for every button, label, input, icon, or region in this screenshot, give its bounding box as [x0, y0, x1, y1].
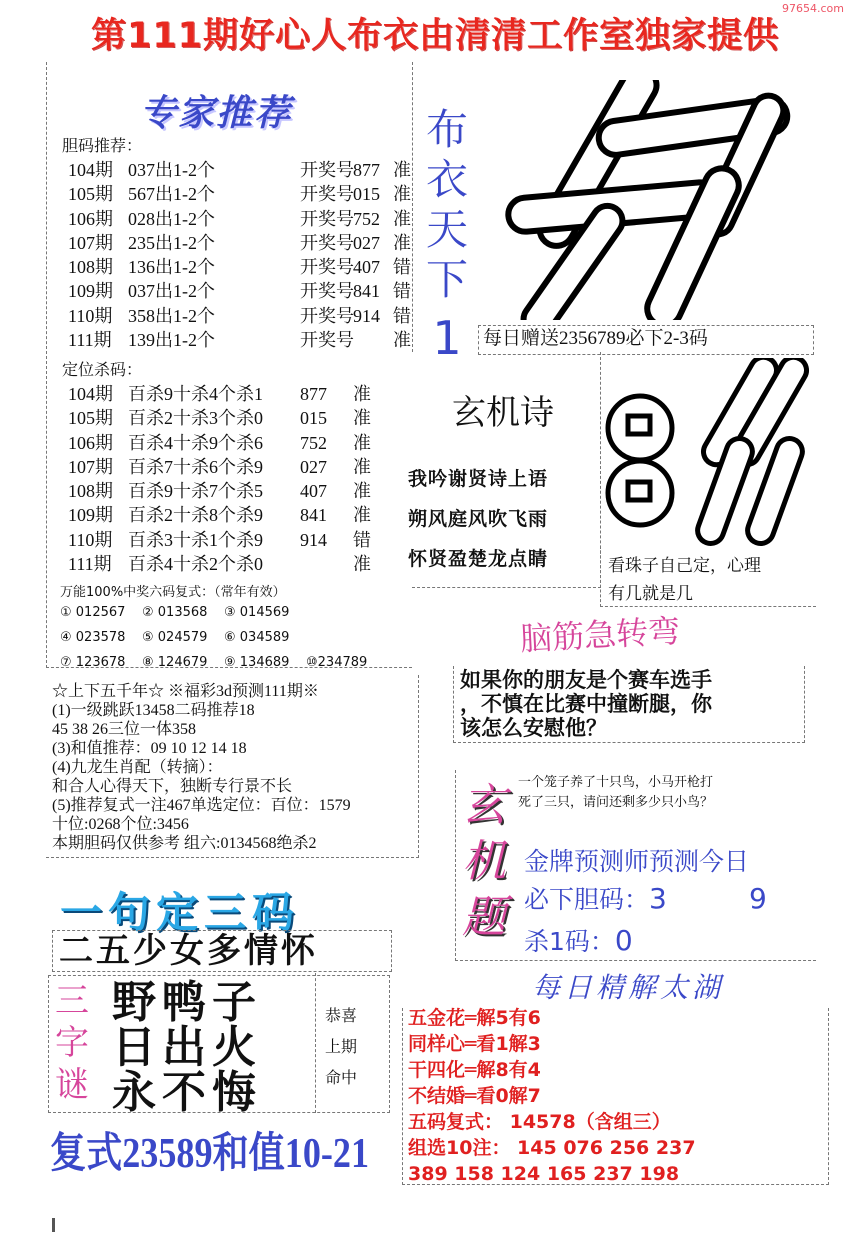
- dan-rows: [68, 158, 411, 352]
- dan-cell: 开奖号: [300, 232, 354, 253]
- dan-cell: 028出1-2个: [128, 208, 215, 229]
- budan-char: 1: [432, 311, 462, 365]
- six-label: 万能100%中奖六码复式：（常年有效）: [60, 585, 286, 600]
- threechar-line: 永不悔: [112, 1067, 262, 1118]
- six-cell: ⑦ 123678: [60, 655, 126, 670]
- threechar-label-char: 三: [55, 981, 89, 1021]
- xuanjiti-char: 玄: [462, 780, 506, 831]
- gold-title: 金牌预测师预测今日: [524, 847, 750, 876]
- dan-cell: 407: [353, 257, 380, 278]
- pos-cell: 百杀3十杀1个杀9: [128, 529, 263, 550]
- dan-cell: 015: [353, 184, 380, 205]
- six-cell: ③ 014569: [224, 605, 290, 620]
- dan-cell: 139出1-2个: [128, 330, 215, 351]
- budan-char: 天: [425, 205, 468, 254]
- dan-row: [68, 304, 411, 328]
- threed-line: (3)和值推荐：09 10 12 14 18: [52, 740, 247, 757]
- pos-cell: 104期: [68, 384, 113, 404]
- xuanjiti-char: 题: [462, 892, 506, 943]
- note-line: 命中: [325, 1068, 358, 1087]
- poem-line: 怀贤盈楚龙点睛: [408, 548, 549, 570]
- threed-forecast: [52, 682, 351, 853]
- poem-title: 玄机诗: [452, 393, 554, 433]
- brain-line: ，不慎在比赛中撞断腿，你: [460, 692, 712, 716]
- threed-line: 本期胆码仅供参考 组六:0134568绝杀2: [52, 835, 317, 852]
- taihu-line: 五金花═解5有6: [408, 1007, 541, 1029]
- pos-row: [68, 455, 393, 479]
- threed-line: (5)推荐复式一注467单选定位：百位：1579: [52, 797, 351, 814]
- six-cell: ④ 023578: [60, 630, 126, 645]
- pos-cell: 110期: [68, 529, 113, 550]
- pos-cell: 111期: [68, 554, 112, 575]
- compound-text: 复式23589和值10-21: [50, 1131, 370, 1177]
- six-cell: ① 012567: [60, 605, 126, 620]
- dan-cell: 开奖号: [300, 330, 354, 351]
- pos-cell: 百杀4十杀9个杀6: [128, 432, 263, 453]
- poem-line: 朔风庭风吹飞雨: [408, 508, 549, 530]
- threechar-lines: [112, 977, 262, 1118]
- dan-label: 胆码推荐：: [62, 136, 143, 155]
- pos-cell: 百杀2十杀8个杀9: [128, 505, 263, 526]
- pos-cell: 107期: [68, 456, 113, 477]
- dan-row: [68, 158, 411, 182]
- dan-row: [68, 182, 411, 206]
- threed-line: 十位:0268个位:3456: [52, 816, 189, 833]
- threed-line: (1)一级跳跃13458二码推荐18: [52, 702, 255, 719]
- dan-cell: 准: [393, 330, 411, 351]
- riddle-line: 一个笼子养了十只鸟，小马开枪打: [518, 775, 714, 790]
- dan-cell: 111期: [68, 330, 112, 351]
- threed-line: ☆上下五千年☆ ※福彩3d预测111期※: [52, 683, 319, 700]
- six-cell: ⑩234789: [306, 655, 368, 670]
- pos-row: [68, 431, 393, 455]
- page-title: 第111期好心人布衣由清清工作室独家提供: [90, 16, 780, 56]
- pos-row: [68, 479, 393, 503]
- taihu-line: 389 158 124 165 237 198: [408, 1163, 680, 1185]
- poem-hint-line: 看珠子自己定，心理: [608, 556, 761, 576]
- dan-cell: 错: [393, 305, 411, 326]
- pos-row: [68, 382, 393, 406]
- expert-heading: 专家推荐: [140, 93, 293, 134]
- must-digit: 9: [749, 882, 767, 915]
- pos-cell: 027: [300, 456, 327, 477]
- kill-label: 杀1码：: [524, 927, 615, 956]
- taihu-title: 每日精解太湖: [532, 971, 725, 1004]
- threed-line: 和合人心得天下，独断专行景不长: [52, 778, 293, 795]
- brain-line: 如果你的朋友是个赛车选手: [460, 668, 712, 692]
- dan-row: [68, 231, 411, 255]
- dan-cell: 开奖号: [300, 184, 354, 205]
- poem-hint-line: 有几就是几: [608, 584, 693, 604]
- poem-hint-box: [600, 546, 816, 607]
- pos-cell: 914: [300, 529, 327, 550]
- dan-cell: 准: [393, 208, 411, 229]
- dan-cell: 567出1-2个: [128, 184, 215, 205]
- threed-line: 45 38 26三位一体358: [52, 721, 197, 738]
- dan-cell: 错: [393, 257, 411, 278]
- pos-cell: 108期: [68, 481, 113, 502]
- dan-cell: 914: [353, 305, 380, 326]
- pos-cell: 841: [300, 505, 327, 526]
- pos-row: [68, 552, 393, 576]
- pos-cell: 106期: [68, 432, 113, 453]
- dan-row: [68, 279, 411, 303]
- dan-cell: 准: [393, 184, 411, 205]
- brain-line: 该怎么安慰他？: [460, 716, 607, 740]
- gold-must: [524, 880, 767, 916]
- dan-cell: 037出1-2个: [128, 160, 215, 180]
- dan-row: [68, 207, 411, 231]
- gold-kill: [524, 922, 633, 958]
- dan-cell: 开奖号: [300, 208, 354, 229]
- dan-cell: 235出1-2个: [128, 232, 215, 253]
- dan-cell: 109期: [68, 281, 113, 302]
- kill-digit: 0: [614, 924, 633, 957]
- onephrase-text: 二五少女多情怀: [52, 930, 392, 972]
- pos-cell: 错: [353, 529, 371, 550]
- pos-cell: 百杀7十杀6个杀9: [128, 456, 263, 477]
- dan-cell: 136出1-2个: [128, 257, 215, 278]
- dan-row: [68, 255, 411, 279]
- dan-cell: 开奖号: [300, 305, 354, 326]
- pos-cell: 准: [353, 554, 371, 575]
- six-row: [60, 625, 388, 650]
- dan-cell: 开奖号: [300, 257, 354, 278]
- riddle: [518, 773, 713, 813]
- taihu-line: 五码复式： 14578（含组三）: [408, 1111, 671, 1133]
- six-rows: [60, 600, 388, 675]
- pos-cell: 015: [300, 408, 327, 429]
- dan-cell: 027: [353, 232, 380, 253]
- budan-char: 布: [425, 105, 468, 154]
- threed-line: (4)九龙生肖配（转摘）：: [52, 759, 223, 776]
- pos-cell: 百杀4十杀2个杀0: [128, 554, 263, 575]
- six-cell: ⑧ 124679: [142, 655, 208, 670]
- pos-cell: 752: [300, 432, 327, 453]
- dan-cell: 358出1-2个: [128, 305, 215, 326]
- taihu-line: 同样心═看1解3: [408, 1033, 541, 1055]
- threechar-note: [325, 1000, 357, 1093]
- pos-label: 定位杀码：: [62, 360, 143, 379]
- must-label: 必下胆码：: [524, 885, 650, 914]
- margin-mark: [52, 1218, 55, 1232]
- budan-char: 下: [425, 255, 468, 304]
- site-watermark: 97654.com: [782, 2, 844, 15]
- dan-cell: 877: [353, 160, 380, 180]
- pos-cell: 百杀9十杀4个杀1: [128, 384, 263, 404]
- budan-beads-image: [478, 80, 798, 320]
- pos-cell: 百杀9十杀7个杀5: [128, 481, 263, 502]
- pos-cell: 准: [353, 505, 371, 526]
- dan-cell: 准: [393, 232, 411, 253]
- pos-cell: 105期: [68, 408, 113, 429]
- pos-cell: 准: [353, 432, 371, 453]
- pos-cell: 准: [353, 481, 371, 502]
- pos-row: [68, 406, 393, 430]
- poem-line: 我吟谢贤诗上语: [408, 468, 549, 490]
- pos-rows: [68, 382, 393, 576]
- xuanjiti-char: 机: [462, 836, 506, 887]
- threechar-line: 野鸭子: [112, 977, 262, 1028]
- must-digit: 3: [649, 882, 667, 915]
- riddle-line: 死了三只，请问还剩多少只小鸟？: [518, 795, 714, 810]
- dan-cell: 105期: [68, 184, 113, 205]
- dan-cell: 107期: [68, 232, 113, 253]
- six-cell: ⑥ 034589: [224, 630, 290, 645]
- six-row: [60, 650, 388, 675]
- dan-cell: 110期: [68, 305, 113, 326]
- dan-cell: 开奖号: [300, 281, 354, 302]
- pos-cell: 准: [353, 384, 371, 404]
- brain-question: [460, 668, 712, 740]
- dan-row: [68, 328, 411, 352]
- threechar-label-char: 字: [55, 1023, 89, 1063]
- pos-cell: 准: [353, 408, 371, 429]
- dan-cell: 108期: [68, 257, 113, 278]
- dan-cell: 037出1-2个: [128, 281, 215, 302]
- dan-cell: 752: [353, 208, 380, 229]
- note-line: 恭喜: [325, 1006, 358, 1025]
- six-cell: ⑨ 134689: [224, 655, 290, 670]
- budan-vertical: [423, 105, 471, 363]
- pos-cell: 百杀2十杀3个杀0: [128, 408, 263, 429]
- pos-cell: 准: [353, 456, 371, 477]
- onephrase-title: 一句定三码: [60, 888, 301, 937]
- dan-cell: 841: [353, 281, 380, 302]
- threechar-line: 日出火: [112, 1022, 262, 1073]
- taihu-line: 组选10注： 145 076 256 237: [408, 1137, 696, 1159]
- six-cell: ② 013568: [142, 605, 208, 620]
- pos-cell: 877: [300, 384, 327, 404]
- dan-cell: 106期: [68, 208, 113, 229]
- dan-cell: 开奖号: [300, 160, 354, 180]
- taihu-line: 不结婚═看0解7: [408, 1085, 541, 1107]
- dan-cell: 准: [393, 160, 411, 180]
- pos-row: [68, 528, 393, 552]
- threechar-label-char: 谜: [55, 1065, 89, 1105]
- brain-title: 脑筋急转弯: [519, 611, 682, 659]
- budan-char: 衣: [425, 155, 468, 204]
- pos-cell: 109期: [68, 505, 113, 526]
- budan-box: [412, 62, 413, 352]
- poem-beads-image: [600, 358, 820, 548]
- budan-daily: 每日赠送2356789必下2-3码: [478, 325, 814, 355]
- six-row: [60, 600, 388, 625]
- dan-cell: 错: [393, 281, 411, 302]
- note-line: 上期: [325, 1037, 358, 1056]
- pos-row: [68, 503, 393, 527]
- taihu-line: 干四化═解8有4: [408, 1059, 541, 1081]
- dan-cell: 104期: [68, 160, 113, 180]
- six-cell: ⑤ 024579: [142, 630, 208, 645]
- pos-cell: 407: [300, 481, 327, 502]
- taihu-list: [408, 1005, 696, 1187]
